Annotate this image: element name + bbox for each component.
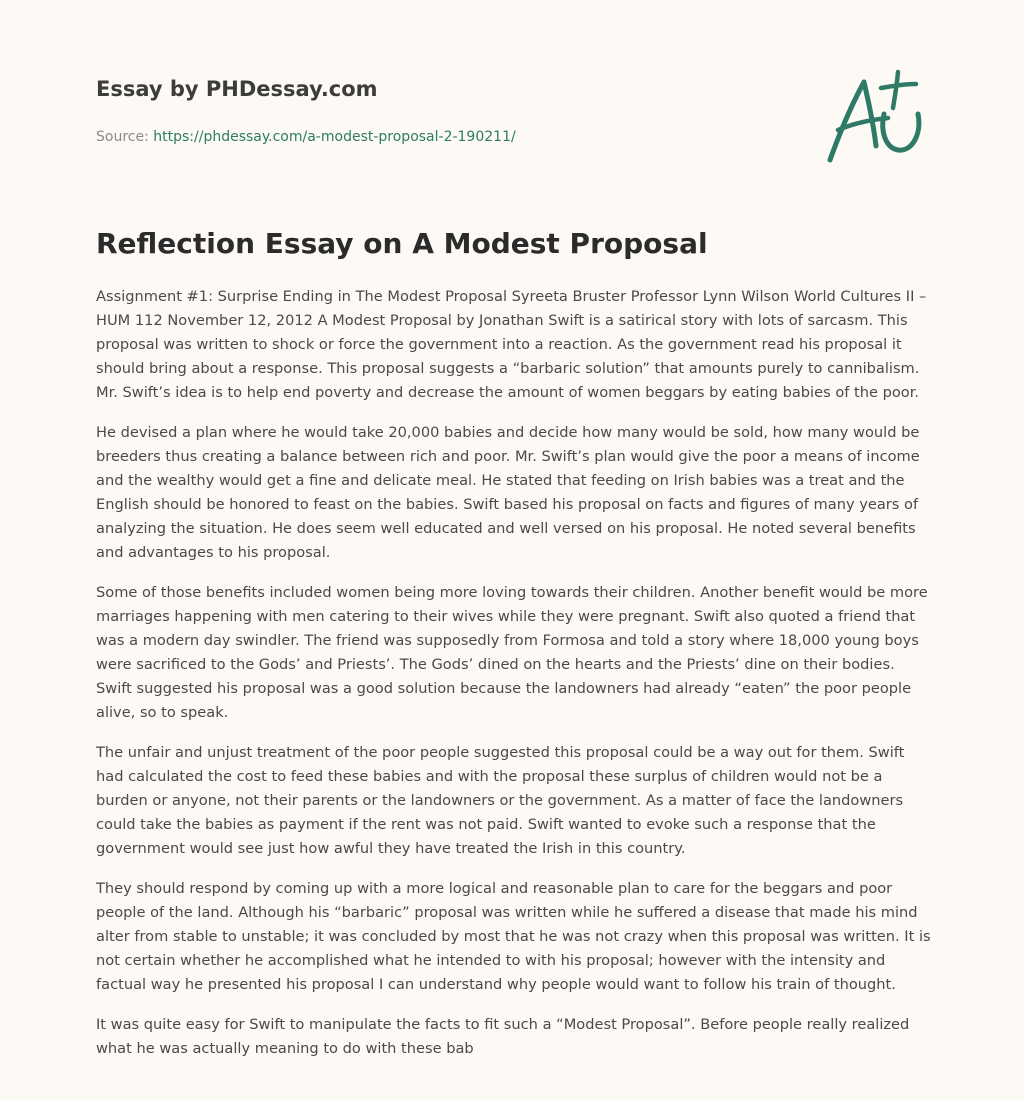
essay-paragraph: He devised a plan where he would take 20,000 babies and decide how many would be sold, how many would be breeders thus creating a balance between rich and poor. Mr. Swift’s plan would give the poor a means of income and the wealthy would get a fine and delicate meal. He stated that feeding on Irish babies was a treat and the English should be honored to feast on the babies. Swift based his proposal on facts and figures of many years of analyzing the situation. He does seem well educated and well versed on his proposal. He noted several benefits and advantages to his proposal. bbox=[96, 424, 920, 561]
site-brand: Essay by PHDessay.com bbox=[96, 77, 378, 101]
essay-paragraph: The unfair and unjust treatment of the poor people suggested this proposal could be a way out for them. Swift had calculated the cost to feed these babies and with the proposal these surplus of children would not be a burden or anyone, not their parents or the landowners or the government. As a matter of face the landowners could take the babies as payment if the rent was not paid. Swift wanted to evoke such a response that the government would see just how awful they have treated the Irish in this country. bbox=[96, 744, 905, 857]
source-line bbox=[96, 127, 796, 147]
page-header bbox=[96, 74, 796, 147]
essay-paragraph: Assignment #1: Surprise Ending in The Modest Proposal Syreeta Bruster Professor Lynn Wilson World Cultures II – HUM 112 November 12, 2012 A Modest Proposal by Jonathan Swift is a satirical story with lots of sarcasm. This proposal was written to shock or force the government into a reaction. As the government read his proposal it should bring about a response. This proposal suggests a “barbaric solution” that amounts purely to cannibalism. Mr. Swift’s idea is to help end poverty and decrease the amount of women beggars by eating babies of the poor. bbox=[96, 288, 927, 401]
source-link[interactable]: https://phdessay.com/a-modest-proposal-2-190211/ bbox=[153, 129, 516, 145]
essay-title: Reflection Essay on A Modest Proposal bbox=[96, 227, 708, 260]
essay-paragraph: It was quite easy for Swift to manipulate the facts to fit such a “Modest Proposal”. Before people really realized what he was actually meaning to do with these bab bbox=[96, 1016, 910, 1057]
source-label: Source: bbox=[96, 129, 154, 145]
essay-body bbox=[96, 285, 932, 1077]
essay-paragraph: They should respond by coming up with a more logical and reasonable plan to care for the beggars and poor people of the land. Although his “barbaric” proposal was written while he suffered a disease that made his mind alter from stable to unstable; it was concluded by most that he was not crazy when this proposal was written. It is not certain whether he accomplished what he intended to with his proposal; however with the intensity and factual way he presented his proposal I can understand why people would want to follow his train of thought. bbox=[96, 880, 931, 993]
a-plus-logo-icon bbox=[818, 66, 930, 166]
essay-paragraph: Some of those benefits included women being more loving towards their children. Another benefit would be more marriages happening with men catering to their wives while they were pregnant. Swift also quoted a friend that was a modern day swindler. The friend was supposedly from Formosa and told a story where 18,000 young boys were sacrificed to the Gods’ and Priests’. The Gods’ dined on the hearts and the Priests’ dine on their bodies. Swift suggested his proposal was a good solution because the landowners had already “eaten” the poor people alive, so to speak. bbox=[96, 584, 928, 721]
